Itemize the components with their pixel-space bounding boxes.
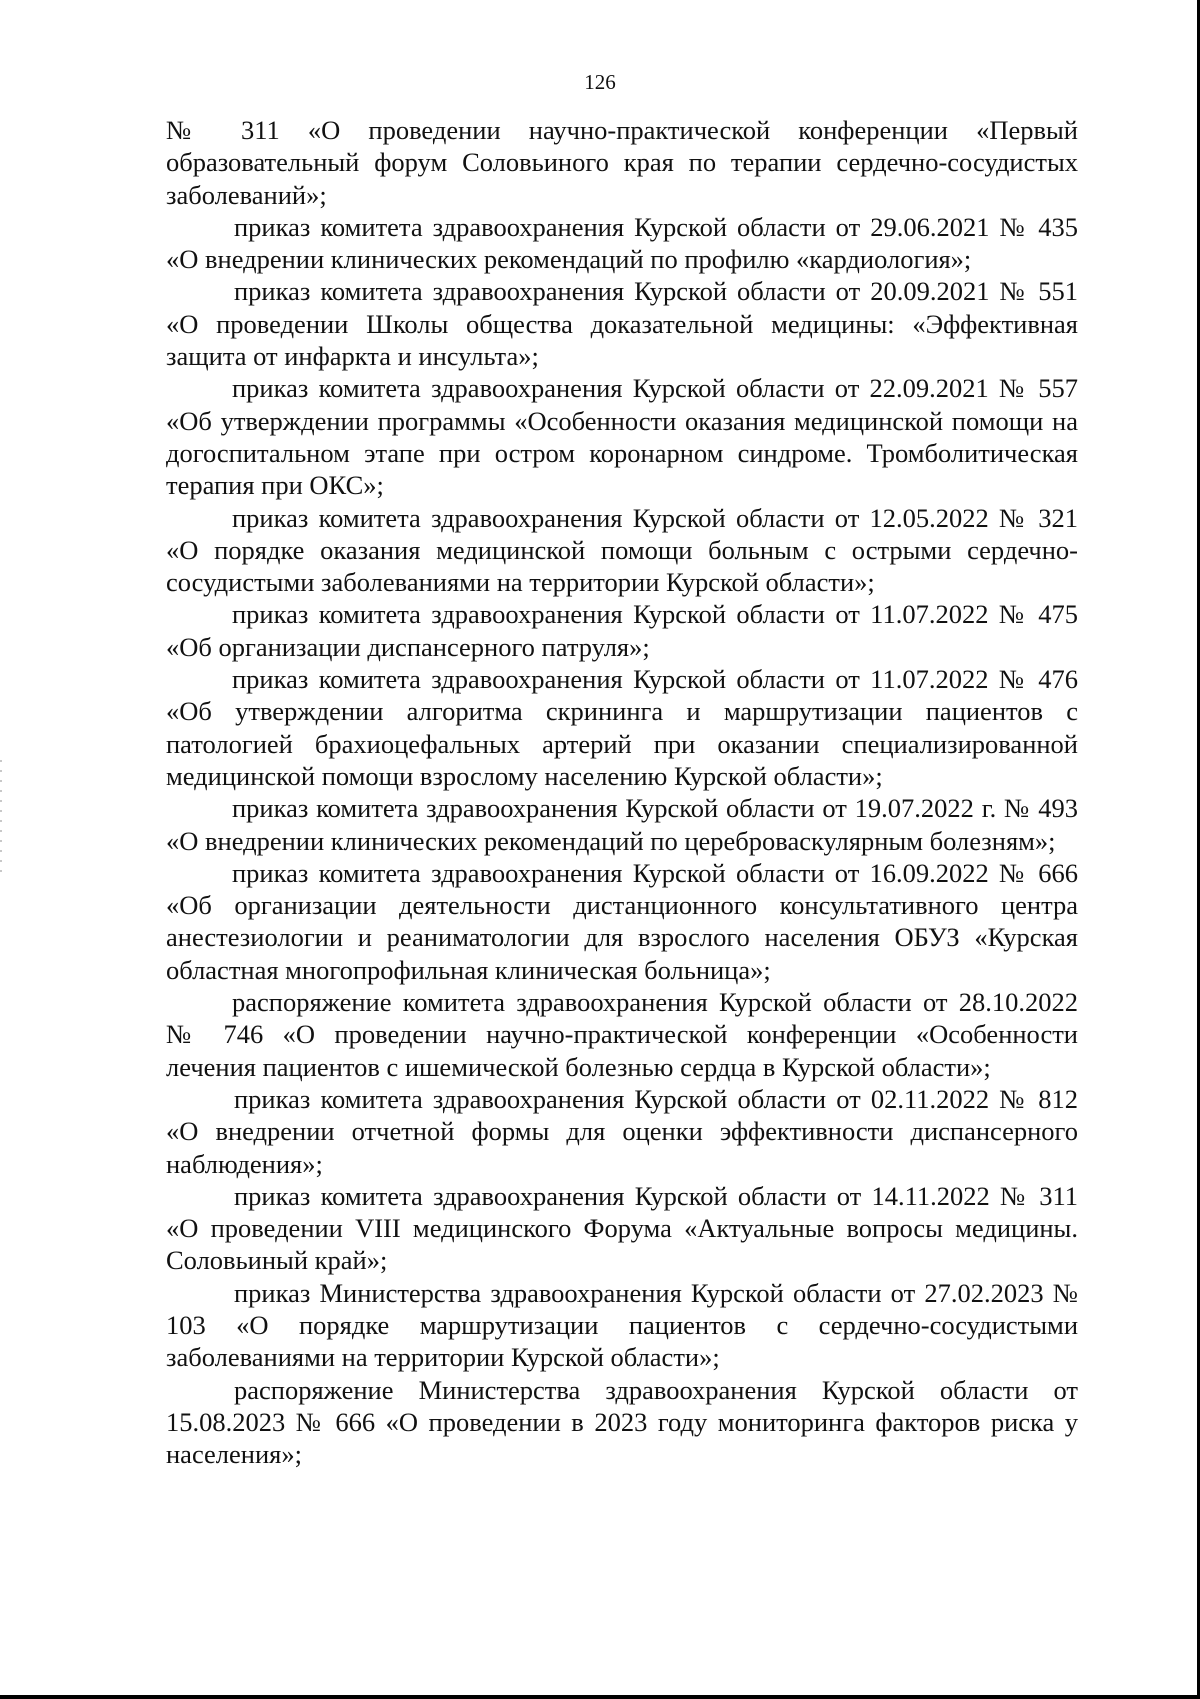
paragraph-continuation: № 311 «О проведении научно-практической конференции «Первый образовательный форум Соловьиного края по терапии сердечно-сосудистых заболеваний»; bbox=[166, 115, 1078, 210]
scan-edge-artifact bbox=[0, 760, 2, 880]
paragraph-order-476: приказ комитета здравоохранения Курской области от 11.07.2022 № 476 «Об утверждении алгоритма скрининга и маршрутизации пациентов с патологией брахиоцефальных артерий при оказании специализированной медицинской помощи взрослому населению Курской области»; bbox=[166, 664, 1078, 791]
paragraph-directive-746: распоряжение комитета здравоохранения Курской области от 28.10.2022 № 746 «О проведении научно-практической конференции «Особенности лечения пациентов с ишемической болезнью сердца в Курской области»; bbox=[166, 987, 1078, 1082]
paragraph-order-475: приказ комитета здравоохранения Курской области от 11.07.2022 № 475 «Об организации диспансерного патруля»; bbox=[166, 599, 1078, 662]
paragraph-directive-666-2023: распоряжение Министерства здравоохранения Курской области от 15.08.2023 № 666 «О проведении в 2023 году мониторинга факторов риска у населения»; bbox=[166, 1374, 1078, 1470]
paragraph-order-435: приказ комитета здравоохранения Курской области от 29.06.2021 № 435 «О внедрении клинических рекомендаций по профилю «кардиология»; bbox=[166, 211, 1078, 275]
paragraph-order-103: приказ Министерства здравоохранения Курской области от 27.02.2023 № 103 «О порядке маршрутизации пациентов с сердечно-сосудистыми заболеваниями на территории Курской области»; bbox=[166, 1277, 1078, 1373]
scan-bottom-border bbox=[0, 1695, 1200, 1699]
paragraph-order-551: приказ комитета здравоохранения Курской области от 20.09.2021 № 551 «О проведении Школы общества доказательной медицины: «Эффективная защита от инфаркта и инсульта»; bbox=[166, 276, 1078, 372]
paragraph-order-812: приказ комитета здравоохранения Курской области от 02.11.2022 № 812 «О внедрении отчетной формы для оценки эффективности диспансерного наблюдения»; bbox=[166, 1083, 1078, 1179]
paragraph-order-557: приказ комитета здравоохранения Курской области от 22.09.2021 № 557 «Об утверждении программы «Особенности оказания медицинской помощи на догоспитальном этапе при остром коронарном синдроме. Тромболитическая терапия при ОКС»; bbox=[166, 373, 1078, 501]
page-number: 126 bbox=[584, 70, 616, 94]
document-body bbox=[166, 114, 1078, 1470]
paragraph-order-493: приказ комитета здравоохранения Курской области от 19.07.2022 г. № 493 «О внедрении клинических рекомендаций по цереброваскулярным болезням»; bbox=[166, 793, 1078, 856]
paragraph-order-666-2022: приказ комитета здравоохранения Курской области от 16.09.2022 № 666 «Об организации деятельности дистанционного консультативного центра анестезиологии и реаниматологии для взрослого населения ОБУЗ «Курская областная многопрофильная клиническая больница»; bbox=[166, 857, 1078, 985]
paragraph-order-321: приказ комитета здравоохранения Курской области от 12.05.2022 № 321 «О порядке оказания медицинской помощи больным с острыми сердечно-сосудистыми заболеваниями на территории Курской области»; bbox=[166, 502, 1078, 598]
paragraph-order-311-2022: приказ комитета здравоохранения Курской области от 14.11.2022 № 311 «О проведении VIII медицинского Форума «Актуальные вопросы медицины. Соловьиный край»; bbox=[166, 1180, 1078, 1276]
